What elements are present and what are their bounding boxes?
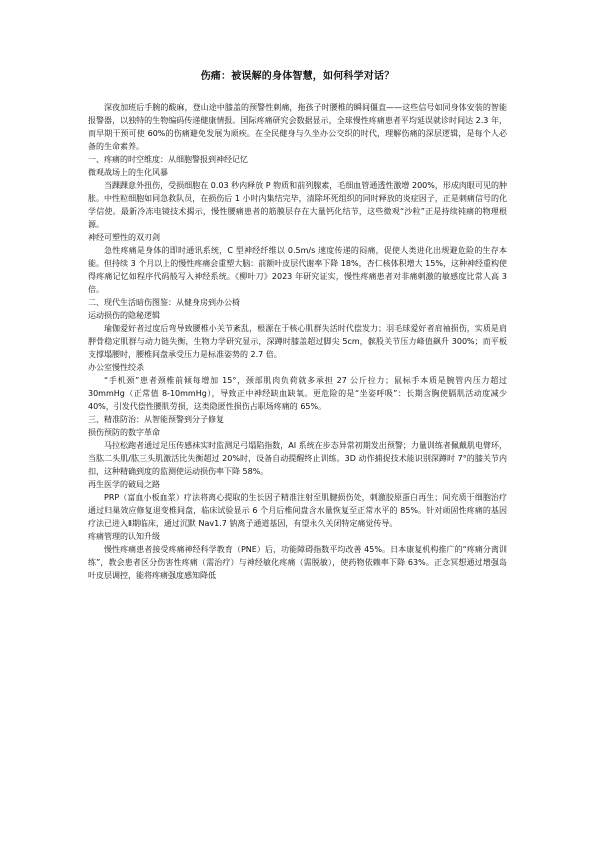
section-2-paragraph-1: 瑜伽爱好者过度后弯导致腰椎小关节紊乱，根源在于核心肌群失活时代偿发力；羽毛球爱好者肩袖损伤，实质是肩胛骨稳定肌群与动力链失衡，生物力学研究显示，深蹲时膝盖超过脚尖 5cm，髌股关节压力峰值飙升 300%；而平板支撑塌腰时，腰椎间盘承受压力是标准姿势的 2.7 倍。	[88, 324, 507, 359]
section-3-paragraph-2: PRP（富血小板血浆）疗法将离心提取的生长因子精准注射至肌腱损伤处，刺激胶原蛋白再生；间充质干细胞治疗通过归巢效应修复退变椎间盘，临床试验显示 6 个月后椎间盘含水量恢复至正常水平的 85%。针对顽固性疼痛的基因疗法已进入Ⅱ期临床，通过沉默 Nav1.7 钠离子通道基因，有望永久关闭特定痛觉传导。	[88, 493, 507, 528]
section-1-subheading-1: 微观战场上的生化风暴	[88, 168, 168, 177]
document-title: 伤痛：被误解的身体智慧，如何科学对话？	[200, 71, 395, 82]
section-3-heading: 三、精准防治：从智能预警到分子修复	[88, 415, 224, 424]
section-1-heading: 一、疼痛的时空维度：从细胞警报到神经记忆	[88, 155, 248, 164]
section-1-paragraph-2: 急性疼痛是身体的即时通讯系统，C 型神经纤维以 0.5m/s 速度传递的闷痛，促使人类进化出规避危险的生存本能。但持续 3 个月以上的慢性疼痛会重塑大脑：前额叶皮层代谢率下降 18%，杏仁核体积增大 15%，这种神经重构使得疼痛记忆如程序代码般写入神经系统。《柳叶刀》2023 年研究证实，慢性疼痛患者对非痛刺激的敏感度比常人高 3 倍。	[88, 246, 507, 294]
section-3-paragraph-3: 慢性疼痛患者接受疼痛神经科学教育（PNE）后，功能障碍指数平均改善 45%。日本康复机构推广的“疼痛分离训练”，教会患者区分伤害性疼痛（需治疗）与神经敏化疼痛（需脱敏），使药物依赖率下降 63%。正念冥想通过增强岛叶皮层调控，能将疼痛强度感知降低	[88, 545, 507, 580]
section-1-subheading-2: 神经可塑性的双刃剑	[88, 233, 160, 242]
section-1-paragraph-1: 当踝踝意外扭伤，受损细胞在 0.03 秒内释放 P 物质和前列腺素，毛细血管通透性激增 200%，形成肉眼可见的肿胀。中性粒细胞如同急救队员，在损伤后 1 小时内集结完毕，清除坏死组织的同时释放的炎症因子，正是刺痛信号的化学信使。最新冷冻电镜技术揭示，慢性腰痛患者的筋膜层存在大量钙化结节，这些微观“沙粒”正是持续钝痛的物理根源。	[88, 181, 507, 229]
section-2-subheading-2: 办公室慢性绞杀	[88, 363, 144, 372]
intro-paragraph: 深夜加班后手腕的酸麻，登山途中膝盖的预警性刺痛，拖孩子时腰椎的瞬间僵直——这些信号如同身体安装的智能报警器，以独特的生物编码传递健康情报。国际疼痛研究会数据显示，全球慢性疼痛患者平均延误就诊时间达 2.3 年，而早期干预可使 60%的伤痛避免发展为顽疾。在全民健身与久坐办公交织的时代，理解伤痛的深层逻辑，是每个人必备的生命素养。	[88, 103, 507, 151]
section-3-subheading-3: 疼痛管理的认知升级	[88, 532, 160, 541]
document-page	[88, 70, 507, 582]
section-2-heading: 二、现代生活暗伤图鉴：从健身房到办公椅	[88, 298, 240, 307]
section-2-subheading-1: 运动损伤的隐秘逻辑	[88, 311, 160, 320]
section-3-paragraph-1: 马拉松跑者通过足压传感袜实时监测足弓塌陷指数，AI 系统在步态异常初期发出预警；力量训练者佩戴肌电臂环，当肱二头肌/肱三头肌激活比失衡超过 20%时，设备自动提醒终止训练。3D 动作捕捉技术能识别深蹲时 7°的膝关节内扣，这种精确到度的监测使运动损伤率下降 58%。	[88, 441, 507, 476]
section-3-subheading-2: 再生医学的破局之路	[88, 480, 160, 489]
section-2-paragraph-2: “手机颈”患者颈椎前倾每增加 15°，颈部肌肉负荷就多承担 27 公斤拉力；鼠标手本质是腕管内压力超过 30mmHg（正常值 8-10mmHg），导致正中神经缺血缺氧。更危险的是“坐姿呼吸”：长期含胸使膈肌活动度减少 40%，引发代偿性腰肌劳损，这类隐匿性损伤占职场疼痛的 65%。	[88, 376, 507, 411]
section-3-subheading-1: 损伤预防的数字革命	[88, 428, 160, 437]
